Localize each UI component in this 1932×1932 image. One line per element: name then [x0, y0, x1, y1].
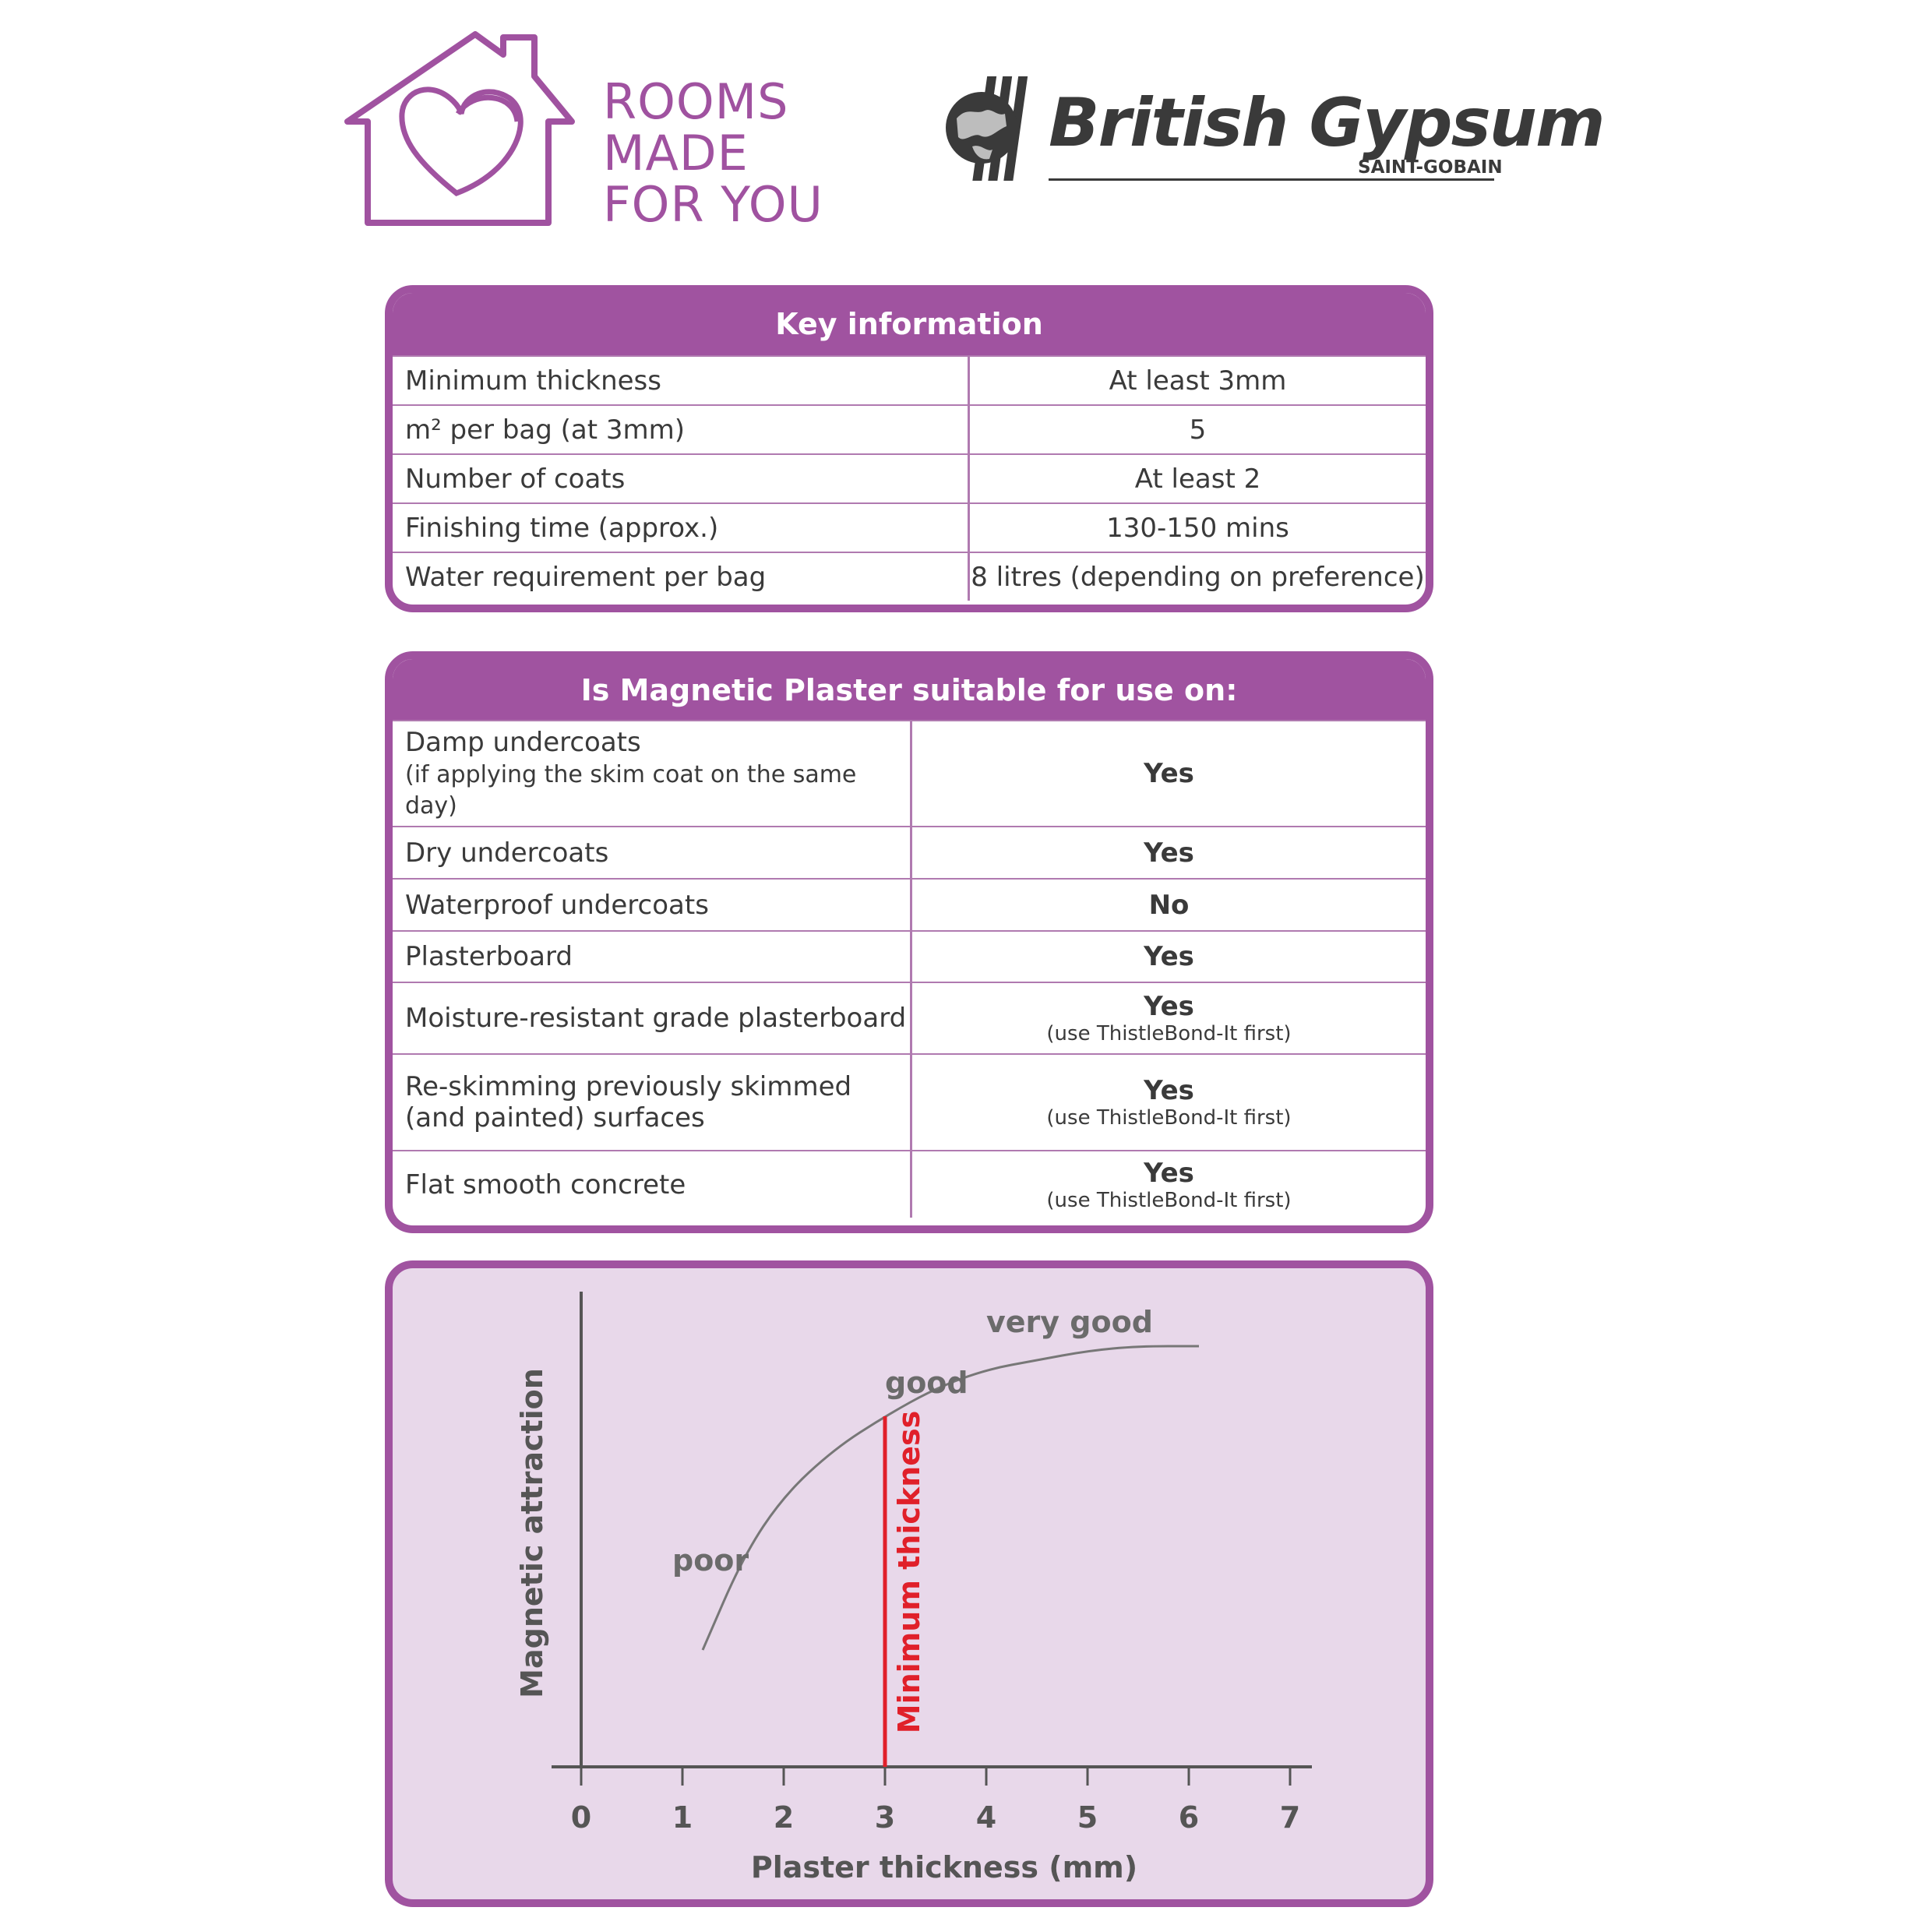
- row-label-main: Damp undercoats: [405, 727, 641, 758]
- rooms-line-3: FOR YOU: [603, 176, 823, 233]
- row-label: [393, 1054, 911, 1151]
- x-tick-label: 6: [1178, 1800, 1200, 1835]
- curve-annotation: good: [885, 1366, 968, 1400]
- row-label: Minimum thickness: [393, 356, 969, 405]
- curve-annotation: very good: [986, 1305, 1153, 1339]
- table-row: [393, 827, 1426, 879]
- table-row: [393, 1054, 1426, 1151]
- row-label: m² per bag (at 3mm): [393, 405, 969, 454]
- globe-icon: [941, 72, 1050, 189]
- house-heart-icon: [340, 30, 605, 232]
- row-value: At least 3mm: [969, 356, 1426, 405]
- row-value: Yes: [911, 827, 1426, 879]
- minimum-thickness-label: Minimum thickness: [892, 1410, 926, 1734]
- row-value-note: (use ThistleBond-It first): [1046, 1022, 1292, 1045]
- table-row: [393, 405, 1426, 454]
- table-row: [393, 552, 1426, 601]
- row-value: 130-150 mins: [969, 503, 1426, 552]
- row-value: [911, 982, 1426, 1054]
- british-gypsum-logo: [941, 72, 1604, 189]
- suitability-table: [393, 720, 1426, 1218]
- x-tick-label: 4: [975, 1800, 997, 1835]
- row-value-main: Yes: [1144, 1157, 1194, 1189]
- rooms-line-1: ROOMS: [603, 73, 789, 130]
- key-information-title: Key information: [393, 293, 1426, 355]
- suitability-title: Is Magnetic Plaster suitable for use on:: [393, 659, 1426, 720]
- rooms-logo-text: [603, 73, 823, 233]
- y-axis-label: Magnetic attraction: [515, 1368, 549, 1698]
- suitability-panel: [385, 651, 1433, 1233]
- rooms-line-2: MADE: [603, 125, 749, 182]
- row-value-note: (use ThistleBond-It first): [1046, 1188, 1292, 1212]
- row-label: Water requirement per bag: [393, 552, 969, 601]
- x-tick-label: 1: [672, 1800, 693, 1835]
- table-row: [393, 931, 1426, 982]
- key-information-panel: [385, 285, 1433, 612]
- row-value: Yes: [911, 721, 1426, 827]
- curve-annotation: poor: [672, 1543, 749, 1578]
- table-row: [393, 454, 1426, 503]
- table-row: [393, 1151, 1426, 1218]
- logo-underline: [1049, 178, 1494, 181]
- row-label: Moisture-resistant grade plasterboard: [393, 982, 911, 1054]
- british-gypsum-wordmark: British Gypsum: [1049, 84, 1604, 162]
- row-value: 8 litres (depending on preference): [969, 552, 1426, 601]
- x-tick-label: 7: [1279, 1800, 1301, 1835]
- row-label-note: (if applying the skim coat on the same day): [405, 761, 857, 820]
- row-label: Waterproof undercoats: [393, 879, 911, 931]
- row-value: 5: [969, 405, 1426, 454]
- row-label: Dry undercoats: [393, 827, 911, 879]
- row-label: Number of coats: [393, 454, 969, 503]
- row-value: [911, 1151, 1426, 1218]
- row-value: Yes: [911, 931, 1426, 982]
- table-row: [393, 356, 1426, 405]
- saint-gobain-wordmark: SAINT-GOBAIN: [1358, 157, 1503, 178]
- row-value: [911, 1054, 1426, 1151]
- row-label: Finishing time (approx.): [393, 503, 969, 552]
- row-value: At least 2: [969, 454, 1426, 503]
- table-row: [393, 503, 1426, 552]
- row-value: No: [911, 879, 1426, 931]
- magnetic-attraction-chart: [385, 1260, 1433, 1907]
- x-axis-label: Plaster thickness (mm): [750, 1850, 1138, 1884]
- key-information-table: [393, 355, 1426, 601]
- table-row: [393, 721, 1426, 827]
- row-label-note: (and painted) surfaces: [405, 1102, 705, 1133]
- row-value-main: Yes: [1144, 1075, 1194, 1106]
- row-label-main: Re-skimming previously skimmed: [405, 1071, 852, 1102]
- rooms-made-for-you-logo: [340, 30, 838, 232]
- row-label: [393, 721, 911, 827]
- table-row: [393, 982, 1426, 1054]
- x-tick-label: 3: [874, 1800, 896, 1835]
- row-value-main: Yes: [1144, 991, 1194, 1022]
- chart-svg: [393, 1268, 1426, 1899]
- x-tick-label: 2: [773, 1800, 795, 1835]
- row-label: Flat smooth concrete: [393, 1151, 911, 1218]
- row-label: Plasterboard: [393, 931, 911, 982]
- table-row: [393, 879, 1426, 931]
- x-tick-label: 0: [570, 1800, 592, 1835]
- row-value-note: (use ThistleBond-It first): [1046, 1106, 1292, 1130]
- x-tick-label: 5: [1077, 1800, 1098, 1835]
